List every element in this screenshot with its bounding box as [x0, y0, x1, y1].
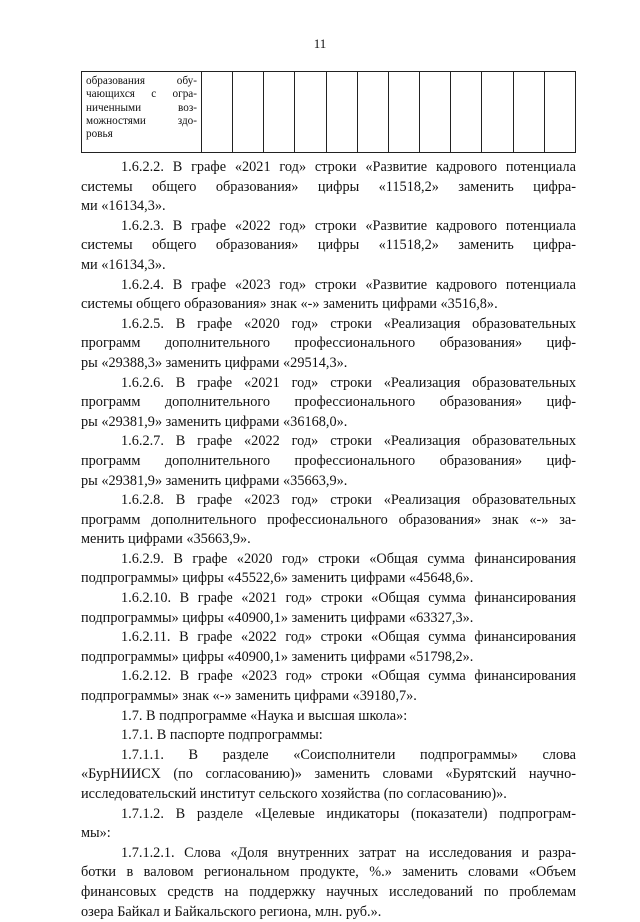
- table-cell-empty: [482, 72, 513, 153]
- paragraph-line: 1.6.2.12. В графе «2023 год» строки «Общая сумма финансирования: [121, 668, 576, 685]
- paragraph: [81, 726, 576, 746]
- table-cell-empty: [264, 72, 295, 153]
- paragraph-line: 1.6.2.7. В графе «2022 год» строки «Реализация образовательных: [121, 433, 576, 450]
- paragraph-line: подпрограммы» цифры «40900,1» заменить цифрами «63327,3».: [81, 609, 474, 626]
- paragraph-line: системы общего образования» цифры «11518,2» заменить цифра-: [81, 178, 576, 195]
- paragraph-line: 1.7.1.2. В разделе «Целевые индикаторы (показатели) подпрограм-: [121, 805, 576, 822]
- paragraph-line: программ дополнительного профессионального образования» циф-: [81, 394, 576, 411]
- paragraph: [81, 589, 576, 628]
- paragraph-line: 1.6.2.3. В графе «2022 год» строки «Развитие кадрового потенциала: [121, 217, 576, 234]
- cell-text-line: ниченными воз-: [86, 101, 197, 114]
- paragraph-line: 1.6.2.10. В графе «2021 год» строки «Общая сумма финансирования: [121, 590, 576, 607]
- paragraph-line: ры «29381,9» заменить цифрами «35663,9».: [81, 472, 348, 489]
- paragraph-line: озера Байкал и Байкальского региона, млн. руб.».: [81, 903, 382, 920]
- paragraph-line: исследовательский институт сельского хозяйства (по согласованию)».: [81, 786, 507, 802]
- table-cell-empty: [357, 72, 388, 153]
- paragraph-line: подпрограммы» знак «-» заменить цифрами «39180,7».: [81, 688, 417, 705]
- paragraph-line: 1.7.1. В паспорте подпрограммы:: [121, 727, 323, 744]
- document-body: [81, 158, 576, 922]
- table-cell-empty: [295, 72, 326, 153]
- paragraph-line: ботки в валовом региональном продукте, %.» заменить словами «Объем: [81, 864, 576, 881]
- paragraph-line: системы общего образования» знак «-» заменить цифрами «3516,8».: [81, 296, 498, 313]
- paragraph-line: финансовых средств на поддержку научных исследований по проблемам: [81, 883, 576, 900]
- paragraph: [81, 491, 576, 550]
- paragraph: [81, 805, 576, 844]
- paragraph-line: 1.6.2.5. В графе «2020 год» строки «Реализация образовательных: [121, 315, 576, 332]
- paragraph: [81, 628, 576, 667]
- table-cell-empty: [388, 72, 419, 153]
- paragraph-line: ми «16134,3».: [81, 256, 166, 273]
- paragraph: [81, 432, 576, 491]
- table-row: [82, 72, 576, 153]
- paragraph: [81, 217, 576, 276]
- paragraph-line: 1.6.2.2. В графе «2021 год» строки «Развитие кадрового потенциала: [121, 159, 576, 175]
- paragraph-line: 1.6.2.9. В графе «2020 год» строки «Общая сумма финансирования: [121, 550, 576, 567]
- cell-text-line: образования обу-: [86, 75, 197, 87]
- paragraph-line: 1.7.1.1. В разделе «Соисполнители подпрограммы» слова: [121, 746, 576, 763]
- paragraph-line: системы общего образования» цифры «11518,2» заменить цифра-: [81, 237, 576, 254]
- paragraph-line: 1.7.1.2.1. Слова «Доля внутренних затрат на исследования и разра-: [121, 844, 576, 861]
- paragraph: [81, 667, 576, 706]
- paragraph-line: 1.6.2.6. В графе «2021 год» строки «Реализация образовательных: [121, 374, 576, 391]
- table-cell-empty: [420, 72, 451, 153]
- table-cell-label: [82, 72, 202, 153]
- paragraph-line: подпрограммы» цифры «40900,1» заменить цифрами «51798,2».: [81, 648, 474, 665]
- paragraph-line: 1.7. В подпрограмме «Наука и высшая школа»:: [121, 707, 408, 724]
- table-cell-empty: [326, 72, 357, 153]
- paragraph: [81, 374, 576, 433]
- paragraph: [81, 746, 576, 805]
- cell-text-line: ровья: [86, 128, 113, 141]
- paragraph-line: 1.6.2.4. В графе «2023 год» строки «Развитие кадрового потенциала: [121, 276, 576, 293]
- paragraph-line: подпрограммы» цифры «45522,6» заменить цифрами «45648,6».: [81, 570, 474, 587]
- paragraph: [81, 315, 576, 374]
- page-number: 11: [313, 36, 327, 51]
- paragraph: [81, 550, 576, 589]
- paragraph: [81, 707, 576, 727]
- paragraph-line: ми «16134,3».: [81, 198, 166, 215]
- paragraph-line: ры «29388,3» заменить цифрами «29514,3».: [81, 354, 348, 371]
- paragraph-line: программ дополнительного профессионального образования» циф-: [81, 335, 576, 352]
- paragraph-line: мы»:: [81, 825, 111, 842]
- table-cell-empty: [544, 72, 575, 153]
- paragraph: [81, 844, 576, 922]
- paragraph-line: программ дополнительного профессионального образования» циф-: [81, 452, 576, 469]
- paragraph-line: «БурНИИСХ (по согласованию)» заменить словами «Бурятский научно-: [81, 766, 576, 783]
- paragraph-line: программ дополнительного профессионального образования» знак «-» за-: [81, 511, 576, 528]
- table-fragment: [81, 71, 576, 153]
- cell-text-line: можностями здо-: [86, 114, 197, 127]
- table-cell-empty: [202, 72, 233, 153]
- paragraph-line: 1.6.2.11. В графе «2022 год» строки «Общая сумма финансирования: [121, 629, 576, 646]
- paragraph-line: менить цифрами «35663,9».: [81, 531, 251, 548]
- table-cell-empty: [233, 72, 264, 153]
- paragraph-line: 1.6.2.8. В графе «2023 год» строки «Реализация образовательных: [121, 492, 576, 509]
- table-cell-empty: [513, 72, 544, 153]
- cell-text-line: чающихся с огра-: [86, 88, 197, 101]
- paragraph-line: ры «29381,9» заменить цифрами «36168,0».: [81, 413, 348, 430]
- paragraph: [81, 276, 576, 315]
- paragraph: [81, 158, 576, 217]
- table-cell-empty: [451, 72, 482, 153]
